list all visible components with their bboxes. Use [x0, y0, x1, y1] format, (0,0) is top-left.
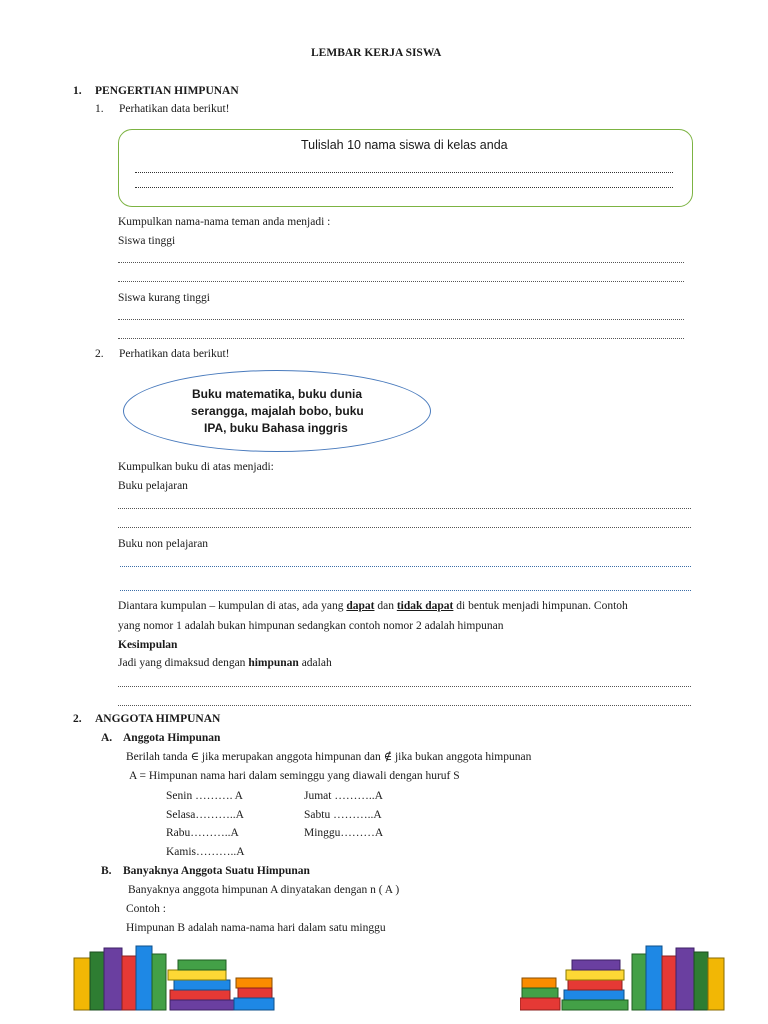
- box-line-2: [135, 187, 673, 188]
- explanation-line-1: [118, 601, 628, 613]
- books-illustration-right: [520, 942, 730, 1012]
- explanation-part-a: Diantara kumpulan – kumpulan di atas, ada yang: [118, 600, 344, 612]
- short-line-2: [118, 338, 684, 339]
- conclusion-heading: Kesimpulan: [118, 639, 178, 651]
- example-label: Contoh :: [126, 903, 166, 915]
- question-1-text: Perhatikan data berikut!: [119, 103, 230, 115]
- explanation-and: dan: [377, 600, 394, 612]
- question-2-text: Perhatikan data berikut!: [119, 348, 230, 360]
- tall-line-1: [118, 262, 684, 263]
- conclusion-text: [118, 658, 332, 670]
- day-minggu: Minggu………A: [304, 827, 384, 839]
- section-1-heading: PENGERTIAN HIMPUNAN: [95, 85, 239, 97]
- day-sabtu: Sabtu ………..A: [304, 809, 382, 821]
- section-2-heading: ANGGOTA HIMPUNAN: [95, 713, 221, 725]
- tall-line-2: [118, 281, 684, 282]
- lesson-books-label: Buku pelajaran: [118, 480, 188, 492]
- conclusion-part-b: adalah: [301, 657, 332, 669]
- set-a-definition: A = Himpunan nama hari dalam seminggu yang diawali dengan huruf S: [129, 770, 460, 782]
- short-line-1: [118, 319, 684, 320]
- day-selasa: Selasa………..A: [166, 809, 244, 821]
- conclusion-part-a: Jadi yang dimaksud dengan: [118, 657, 246, 669]
- box-title: Tulislah 10 nama siswa di kelas anda: [301, 138, 508, 152]
- lesson-line-2: [118, 527, 691, 528]
- tall-students-label: Siswa tinggi: [118, 235, 176, 247]
- explanation-part-b: di bentuk menjadi himpunan. Contoh: [456, 600, 628, 612]
- subsection-b-heading: Banyaknya Anggota Suatu Himpunan: [123, 865, 310, 877]
- cardinality-text: Banyaknya anggota himpunan A dinyatakan dengan n ( A ): [128, 884, 400, 896]
- set-b-definition: Himpunan B adalah nama-nama hari dalam satu minggu: [126, 922, 386, 934]
- membership-rule: Berilah tanda ∈ jika merupakan anggota himpunan dan ∉ jika bukan anggota himpunan: [126, 751, 532, 763]
- subsection-a-heading: Anggota Himpunan: [123, 732, 221, 744]
- page-title: LEMBAR KERJA SISWA: [311, 47, 442, 59]
- oval-line-3: IPA, buku Bahasa inggris: [204, 421, 348, 435]
- subsection-a-label: A.: [101, 732, 113, 744]
- conclusion-line-1: [118, 686, 691, 687]
- section-2-number: 2.: [73, 713, 82, 725]
- short-students-label: Siswa kurang tinggi: [118, 292, 210, 304]
- question-2-number: 2.: [95, 348, 104, 360]
- keyword-dapat: dapat: [346, 600, 375, 612]
- collect-names-text: Kumpulkan nama-nama teman anda menjadi :: [118, 216, 331, 228]
- section-1-number: 1.: [73, 85, 82, 97]
- day-senin: Senin ………. A: [166, 790, 243, 802]
- collect-books-text: Kumpulkan buku di atas menjadi:: [118, 461, 274, 473]
- day-kamis: Kamis………..A: [166, 846, 245, 858]
- conclusion-line-2: [118, 705, 691, 706]
- books-illustration-left: [70, 942, 280, 1012]
- keyword-tidak-dapat: tidak dapat: [396, 600, 454, 612]
- lesson-line-1: [118, 508, 691, 509]
- explanation-line-2: yang nomor 1 adalah bukan himpunan sedangkan contoh nomor 2 adalah himpunan: [118, 620, 504, 632]
- nonlesson-line-1: [120, 566, 691, 567]
- oval-line-2: serangga, majalah bobo, buku: [191, 404, 364, 418]
- box-line-1: [135, 172, 673, 173]
- nonlesson-line-2: [120, 590, 691, 591]
- keyword-himpunan: himpunan: [248, 657, 299, 669]
- day-jumat: Jumat ………..A: [304, 790, 383, 802]
- oval-line-1: Buku matematika, buku dunia: [192, 387, 363, 401]
- day-rabu: Rabu………..A: [166, 827, 239, 839]
- question-1-number: 1.: [95, 103, 104, 115]
- subsection-b-label: B.: [101, 865, 112, 877]
- nonlesson-books-label: Buku non pelajaran: [118, 538, 209, 550]
